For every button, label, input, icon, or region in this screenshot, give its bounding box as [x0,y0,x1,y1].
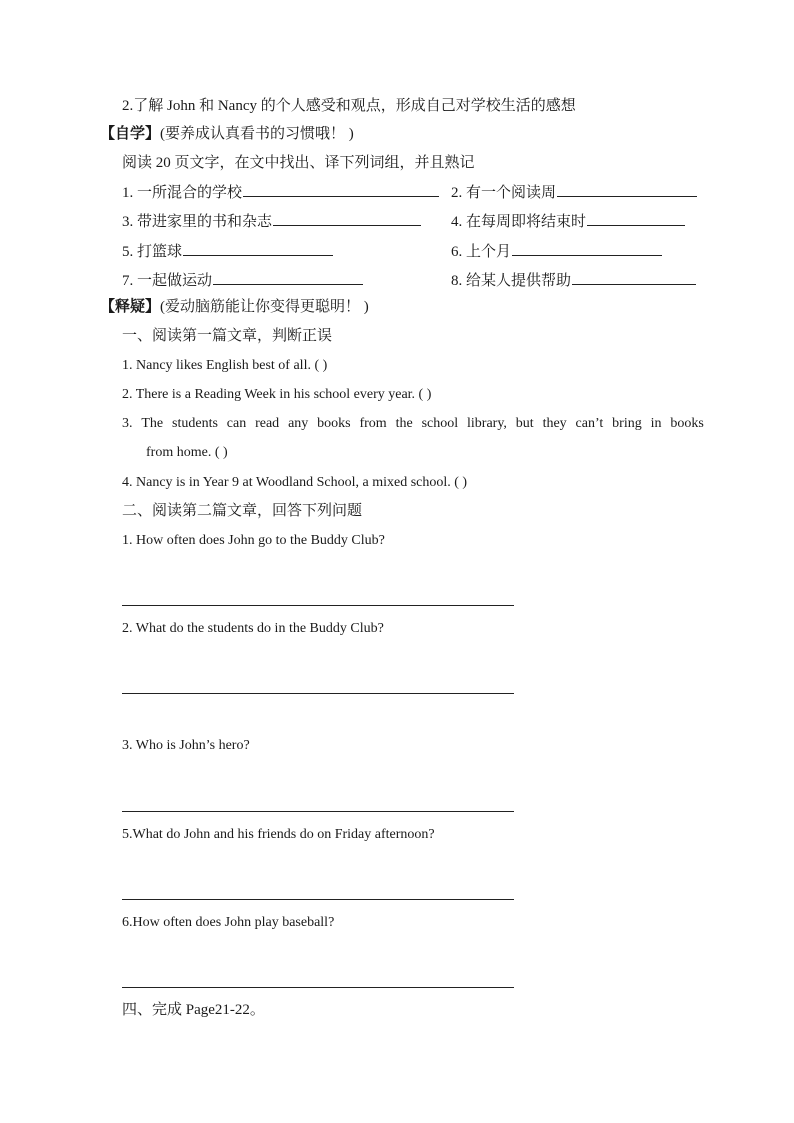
phrase-item-4 [451,211,685,232]
word: can’t [575,416,604,431]
word: bring [612,416,642,431]
answer-blank[interactable] [213,270,363,285]
answer-blank[interactable] [243,182,439,197]
shiyi-note: (爱动脑筋能让你变得更聪明！ ) [160,299,369,315]
answer-line[interactable] [122,899,514,900]
phrase-item-1 [122,182,439,203]
word: they [542,416,567,431]
tf-question-3-cont: from home. ( ) [146,445,228,460]
phrase-label: 6. 上个月 [451,244,512,260]
tf-question-3 [122,414,704,434]
answer-line[interactable] [122,605,514,606]
phrase-label: 1. 一所混合的学校 [122,185,243,201]
answer-blank[interactable] [587,211,685,226]
word: the [395,416,413,431]
phrase-item-7 [122,270,363,291]
phrase-label: 4. 在每周即将结束时 [451,214,587,230]
shiyi-header [100,297,369,317]
phrase-label: 2. 有一个阅读周 [451,185,557,201]
answer-blank[interactable] [512,241,662,256]
zixue-instruction: 阅读 20 页文字，在文中找出、译下列词组，并且熟记 [122,155,475,171]
word: any [288,416,309,431]
word: read [255,416,280,431]
word: from [359,416,387,431]
zixue-header [100,124,354,144]
answer-blank[interactable] [273,211,421,226]
answer-line[interactable] [122,811,514,812]
word: but [515,416,534,431]
phrase-item-2 [451,182,697,203]
word: The [141,416,164,431]
qa-question-5: 5.What do John and his friends do on Friday afternoon? [122,827,435,842]
word: 3. [122,416,133,431]
phrase-item-6 [451,241,662,262]
part1-title: 一、阅读第一篇文章，判断正误 [122,328,333,344]
shiyi-label: 【释疑】 [100,299,161,315]
phrase-label: 7. 一起做运动 [122,273,213,289]
qa-question-3: 3. Who is John’s hero? [122,738,250,753]
zixue-note: (要养成认真看书的习惯哦！ ) [160,126,354,142]
phrase-label: 8. 给某人提供帮助 [451,273,572,289]
part2-title: 二、阅读第二篇文章，回答下列问题 [122,503,363,519]
answer-line[interactable] [122,987,514,988]
answer-blank[interactable] [572,270,696,285]
part4-instruction: 四、完成 Page21-22。 [122,1002,265,1018]
word: books [317,416,351,431]
phrase-label: 5. 打篮球 [122,244,183,260]
tf-question-2: 2. There is a Reading Week in his school every year. ( ) [122,387,432,402]
answer-blank[interactable] [557,182,697,197]
goal-2: 2.了解 John 和 Nancy 的个人感受和观点，形成自己对学校生活的感想 [122,98,576,114]
tf-question-4: 4. Nancy is in Year 9 at Woodland School, a mixed school. ( ) [122,475,468,490]
phrase-item-8 [451,270,696,291]
qa-question-6: 6.How often does John play baseball? [122,915,335,930]
phrase-item-5 [122,241,333,262]
phrase-item-3 [122,211,421,232]
word: school [421,416,459,431]
word: students [172,416,218,431]
word: can [226,416,247,431]
tf-question-1: 1. Nancy likes English best of all. ( ) [122,358,328,373]
qa-question-2: 2. What do the students do in the Buddy Club? [122,621,384,636]
answer-line[interactable] [122,693,514,694]
answer-blank[interactable] [183,241,333,256]
qa-question-1: 1. How often does John go to the Buddy Club? [122,533,385,548]
word: in [650,416,662,431]
phrase-label: 3. 带进家里的书和杂志 [122,214,273,230]
word: library, [467,416,507,431]
zixue-label: 【自学】 [100,126,161,142]
word: books [670,416,704,431]
